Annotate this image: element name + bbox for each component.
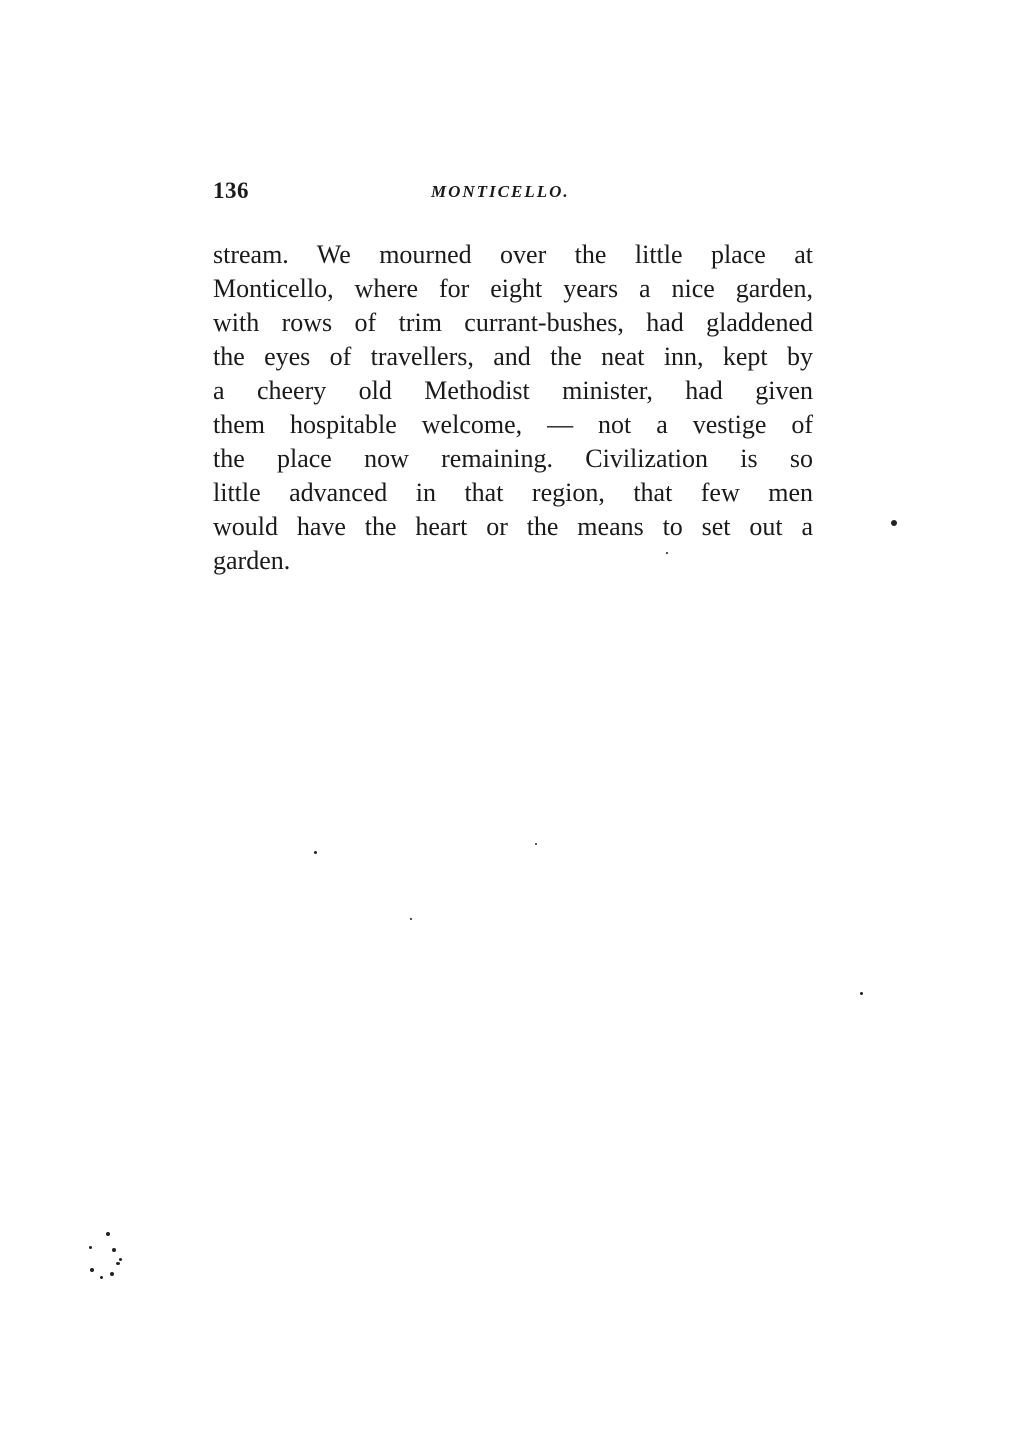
page-number: 136 — [213, 178, 249, 203]
scan-speck — [89, 1246, 92, 1249]
scan-speck — [106, 1232, 110, 1236]
scan-speck — [100, 1276, 103, 1279]
scan-speck — [891, 520, 897, 526]
text-line: Monticello, where for eight years a nice garden, — [213, 274, 813, 303]
text-line: the place now remaining. Civilization is so — [213, 444, 813, 473]
scan-speck — [314, 851, 317, 854]
scan-speck — [535, 843, 537, 845]
scan-speck — [112, 1248, 116, 1252]
text-line: garden. — [213, 546, 291, 575]
scan-speck — [110, 1272, 114, 1276]
text-line: them hospitable welcome, — not a vestige of — [213, 410, 813, 439]
scan-speck — [860, 992, 863, 995]
text-line: the eyes of travellers, and the neat inn, kept by — [213, 342, 813, 371]
running-title: MONTICELLO. — [431, 182, 570, 201]
scan-speck — [90, 1268, 94, 1272]
text-line: little advanced in that region, that few men — [213, 478, 813, 507]
text-line: would have the heart or the means to set out a — [213, 512, 813, 541]
scan-speck — [666, 552, 668, 554]
scan-speck — [119, 1258, 122, 1261]
scan-speck — [410, 918, 412, 920]
scan-speck — [116, 1262, 120, 1265]
text-line: with rows of trim currant-bushes, had gladdened — [213, 308, 813, 337]
text-line: a cheery old Methodist minister, had given — [213, 376, 813, 405]
text-line: stream. We mourned over the little place at — [213, 240, 813, 269]
page-header — [213, 178, 813, 212]
body-paragraph — [213, 238, 813, 578]
